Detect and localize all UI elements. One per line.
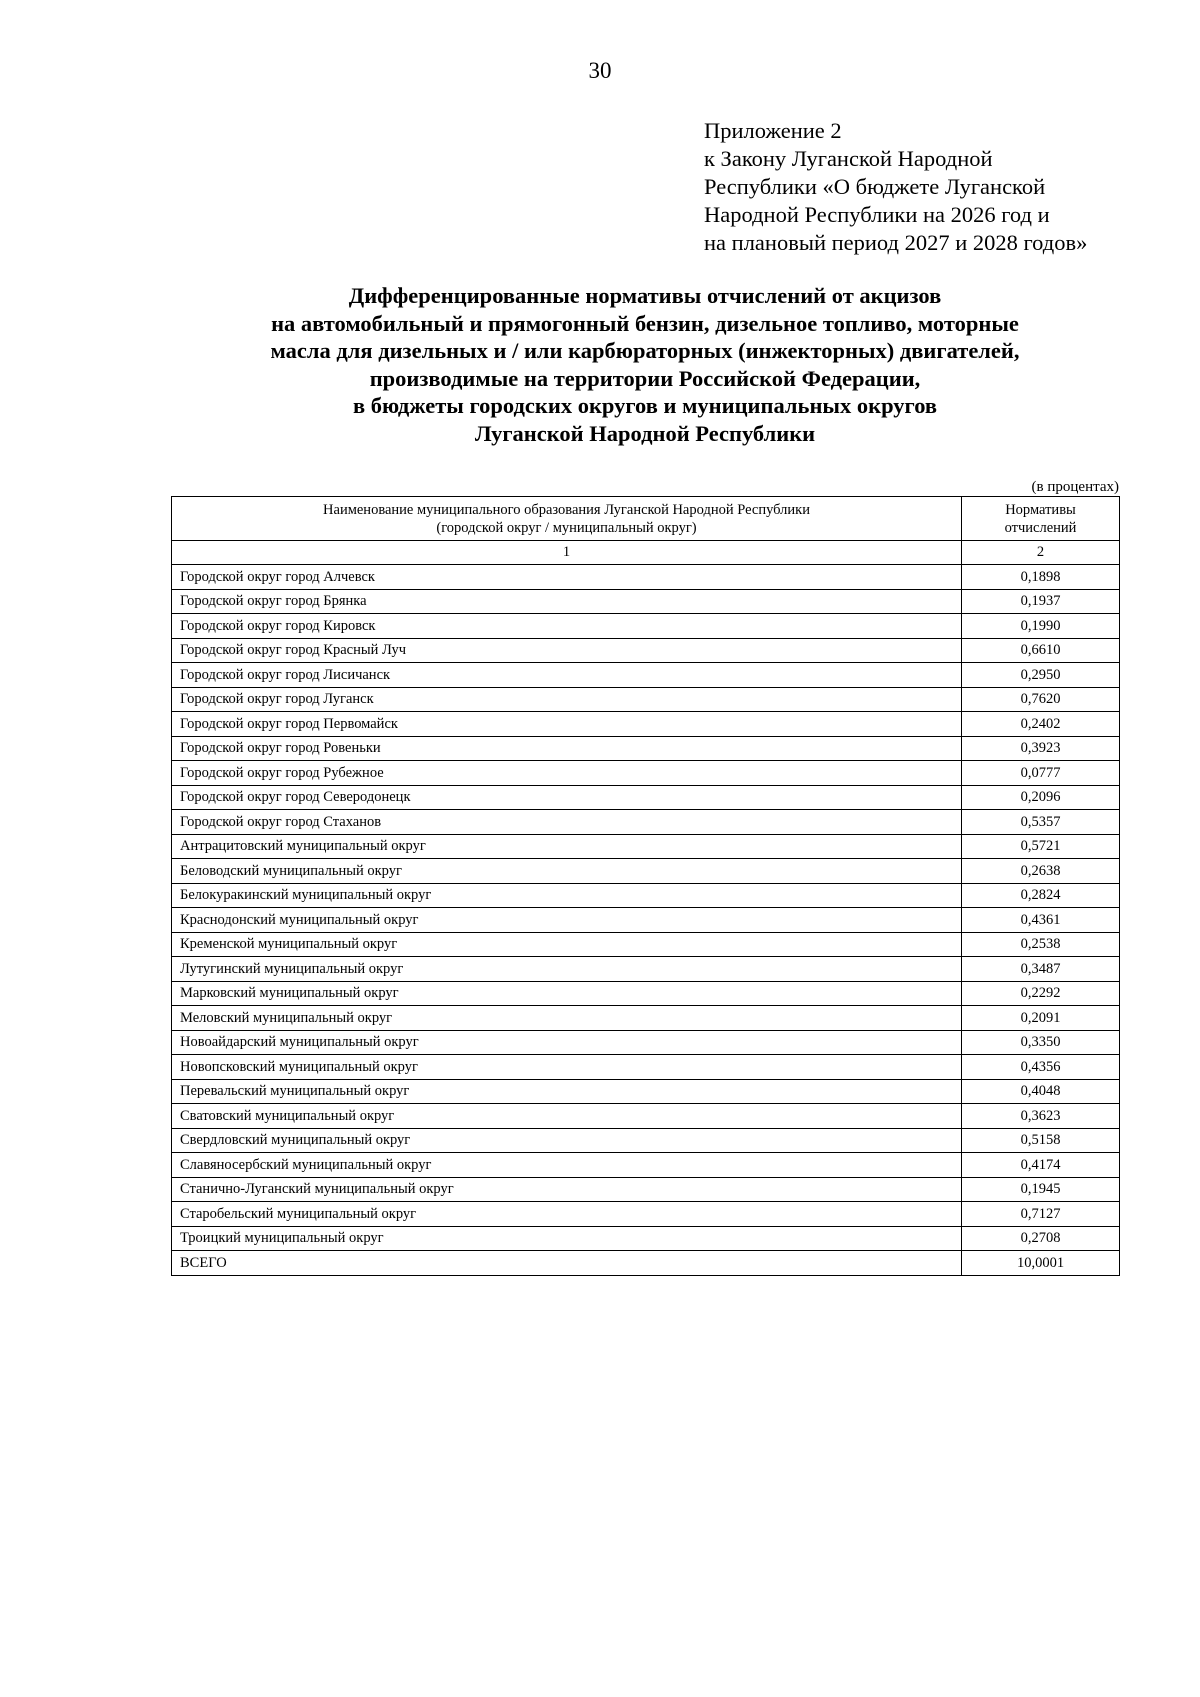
municipality-name: ВСЕГО (172, 1251, 962, 1276)
norm-value: 0,3350 (962, 1030, 1120, 1055)
municipality-name: Меловский муниципальный округ (172, 1006, 962, 1031)
municipality-name: Городской округ город Красный Луч (172, 638, 962, 663)
table-row (172, 1030, 1120, 1055)
norm-value: 0,1898 (962, 565, 1120, 590)
table-row (172, 663, 1120, 688)
table-row (172, 1251, 1120, 1276)
table-row (172, 736, 1120, 761)
units-note: (в процентах) (1031, 479, 1119, 495)
norm-value: 0,7620 (962, 687, 1120, 712)
municipality-name: Городской округ город Ровеньки (172, 736, 962, 761)
table-header-row (172, 497, 1120, 541)
norm-value: 0,2096 (962, 785, 1120, 810)
table-row (172, 932, 1120, 957)
column-number: 2 (962, 541, 1120, 565)
municipality-name: Городской округ город Брянка (172, 589, 962, 614)
norm-value: 0,4048 (962, 1079, 1120, 1104)
norm-value: 0,2638 (962, 859, 1120, 884)
municipality-name: Антрацитовский муниципальный округ (172, 834, 962, 859)
norm-value: 0,1990 (962, 614, 1120, 639)
norm-value: 0,3923 (962, 736, 1120, 761)
table-row (172, 638, 1120, 663)
table-row (172, 1006, 1120, 1031)
norm-value: 0,2950 (962, 663, 1120, 688)
column-number-row (172, 541, 1120, 565)
municipality-name: Беловодский муниципальный округ (172, 859, 962, 884)
norm-value: 0,5357 (962, 810, 1120, 835)
norm-value: 0,1945 (962, 1177, 1120, 1202)
table-row (172, 1104, 1120, 1129)
municipality-name: Городской округ город Первомайск (172, 712, 962, 737)
municipality-name: Кременской муниципальный округ (172, 932, 962, 957)
norm-value: 0,4174 (962, 1153, 1120, 1178)
municipality-name: Городской округ город Луганск (172, 687, 962, 712)
table-row (172, 1202, 1120, 1227)
municipality-name: Городской округ город Стаханов (172, 810, 962, 835)
norm-value: 0,2292 (962, 981, 1120, 1006)
norm-value: 0,7127 (962, 1202, 1120, 1227)
table-row (172, 908, 1120, 933)
municipality-name: Краснодонский муниципальный округ (172, 908, 962, 933)
table-row (172, 981, 1120, 1006)
table-row (172, 834, 1120, 859)
header-norms-line1: Нормативы (1005, 501, 1076, 518)
norm-value: 0,3487 (962, 957, 1120, 982)
municipality-name: Новопсковский муниципальный округ (172, 1055, 962, 1080)
norm-value: 0,5721 (962, 834, 1120, 859)
table-row (172, 1226, 1120, 1251)
table-row (172, 883, 1120, 908)
title-line: масла для дизельных и / или карбюраторных (инжекторных) двигателей, (270, 338, 1020, 363)
table-row (172, 565, 1120, 590)
appendix-line: Республики «О бюджете Луганской (704, 174, 1046, 199)
municipality-name: Белокуракинский муниципальный округ (172, 883, 962, 908)
title-line: на автомобильный и прямогонный бензин, дизельное топливо, моторные (271, 310, 1019, 336)
municipality-name: Городской округ город Лисичанск (172, 663, 962, 688)
header-norms (962, 497, 1120, 541)
header-municipality (172, 497, 962, 541)
table-row (172, 957, 1120, 982)
norm-value: 10,0001 (962, 1251, 1120, 1276)
norm-value: 0,0777 (962, 761, 1120, 786)
norms-table (171, 496, 1120, 1276)
table-row (172, 1055, 1120, 1080)
norm-value: 0,5158 (962, 1128, 1120, 1153)
norm-value: 0,4356 (962, 1055, 1120, 1080)
title-line: Луганской Народной Республики (474, 420, 816, 446)
norm-value: 0,3623 (962, 1104, 1120, 1129)
norm-value: 0,6610 (962, 638, 1120, 663)
municipality-name: Городской округ город Кировск (172, 614, 962, 639)
municipality-name: Старобельский муниципальный округ (172, 1202, 962, 1227)
municipality-name: Новоайдарский муниципальный округ (172, 1030, 962, 1055)
title-line: производимые на территории Российской Федерации, (369, 365, 921, 391)
municipality-name: Славяносербский муниципальный округ (172, 1153, 962, 1178)
municipality-name: Городской округ город Северодонецк (172, 785, 962, 810)
table-row (172, 589, 1120, 614)
page-number: 30 (588, 58, 612, 83)
norm-value: 0,2091 (962, 1006, 1120, 1031)
municipality-name: Троицкий муниципальный округ (172, 1226, 962, 1251)
table-row (172, 687, 1120, 712)
table-row (172, 761, 1120, 786)
table-row (172, 1128, 1120, 1153)
municipality-name: Сватовский муниципальный округ (172, 1104, 962, 1129)
header-municipality-line1: Наименование муниципального образования Луганской Народной Республики (323, 501, 810, 518)
header-norms-line2: отчислений (1004, 519, 1077, 536)
table-row (172, 712, 1120, 737)
title-line: в бюджеты городских округов и муниципальных округов (352, 393, 938, 418)
document-title (150, 282, 1140, 447)
municipality-name: Городской округ город Алчевск (172, 565, 962, 590)
appendix-note (704, 117, 1144, 257)
table-row (172, 785, 1120, 810)
municipality-name: Перевальский муниципальный округ (172, 1079, 962, 1104)
table-row (172, 1153, 1120, 1178)
municipality-name: Лутугинский муниципальный округ (172, 957, 962, 982)
title-line: Дифференцированные нормативы отчислений от акцизов (348, 283, 942, 308)
table-body (172, 565, 1120, 1276)
municipality-name: Марковский муниципальный округ (172, 981, 962, 1006)
table-row (172, 1079, 1120, 1104)
column-number: 1 (172, 541, 962, 565)
norm-value: 0,2708 (962, 1226, 1120, 1251)
appendix-line: к Закону Луганской Народной (704, 146, 993, 171)
table-row (172, 810, 1120, 835)
norm-value: 0,1937 (962, 589, 1120, 614)
municipality-name: Городской округ город Рубежное (172, 761, 962, 786)
norm-value: 0,2824 (962, 883, 1120, 908)
norm-value: 0,2402 (962, 712, 1120, 737)
municipality-name: Станично-Луганский муниципальный округ (172, 1177, 962, 1202)
table-row (172, 859, 1120, 884)
norm-value: 0,4361 (962, 908, 1120, 933)
appendix-line: Приложение 2 (704, 118, 842, 143)
appendix-line: Народной Республики на 2026 год и (704, 202, 1050, 227)
municipality-name: Свердловский муниципальный округ (172, 1128, 962, 1153)
table-row (172, 614, 1120, 639)
norm-value: 0,2538 (962, 932, 1120, 957)
table-row (172, 1177, 1120, 1202)
header-municipality-line2: (городской округ / муниципальный округ) (436, 519, 697, 536)
appendix-line: на плановый период 2027 и 2028 годов» (704, 230, 1088, 255)
